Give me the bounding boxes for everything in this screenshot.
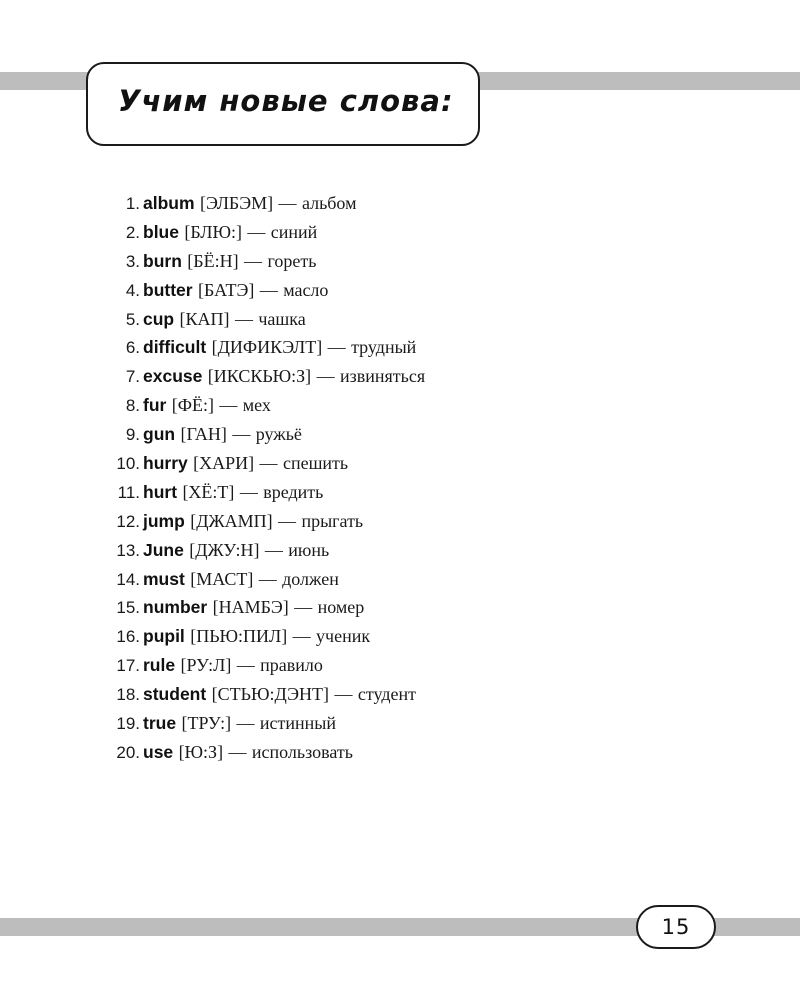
item-number: 15. [116, 598, 140, 618]
separator-dash: — [236, 713, 255, 734]
separator-dash: — [327, 337, 346, 358]
translation: июнь [288, 539, 330, 560]
page-number-badge: 15 [636, 905, 716, 949]
separator-dash: — [278, 510, 297, 531]
translation: прыгать [301, 510, 364, 531]
list-item [100, 680, 425, 709]
item-number: 13. [116, 540, 140, 560]
translation: альбом [301, 193, 357, 213]
english-word: rule [143, 655, 176, 676]
english-word: student [143, 684, 207, 705]
translation: студент [357, 684, 416, 705]
list-item [100, 218, 425, 247]
english-word: burn [143, 250, 182, 271]
translation: использовать [251, 741, 353, 762]
english-word: gun [143, 424, 176, 445]
english-word: jump [143, 510, 185, 531]
list-item [100, 420, 425, 449]
separator-dash: — [247, 221, 266, 242]
english-word: album [143, 193, 195, 213]
separator-dash: — [264, 539, 283, 560]
translation: спешить [282, 453, 349, 474]
translation: правило [260, 655, 323, 676]
english-word: difficult [143, 337, 207, 358]
english-word: hurry [143, 453, 188, 474]
pronunciation: [ФЁ:] [171, 395, 214, 416]
list-item [100, 276, 425, 305]
item-number: 19. [116, 714, 140, 734]
pronunciation: [ПЬЮ:ПИЛ] [190, 626, 288, 647]
pronunciation: [ИКСКЬЮ:З] [207, 366, 312, 387]
english-word: pupil [143, 626, 185, 647]
list-item [100, 622, 425, 651]
list-item [100, 593, 425, 622]
list-item [100, 247, 425, 276]
separator-dash: — [259, 279, 278, 300]
pronunciation: [ГАН] [180, 424, 227, 445]
translation: истинный [259, 713, 337, 734]
separator-dash: — [228, 741, 247, 762]
separator-dash: — [219, 395, 238, 416]
english-word: cup [143, 308, 175, 329]
list-item [100, 507, 425, 536]
pronunciation: [ЭЛБЭМ] [199, 193, 274, 213]
vocabulary-list [100, 189, 425, 767]
item-number: 12. [116, 511, 140, 531]
separator-dash: — [234, 308, 253, 329]
translation: должен [282, 568, 339, 589]
item-number: 3. [125, 251, 140, 271]
translation: синий [270, 221, 318, 242]
pronunciation: [ДЖУ:Н] [189, 539, 260, 560]
list-item [100, 305, 425, 334]
separator-dash: — [239, 481, 258, 502]
item-number: 10. [116, 454, 140, 474]
translation: ружьё [255, 424, 302, 445]
list-item [100, 536, 425, 565]
page-title: Учим новые слова: [118, 84, 454, 118]
translation: номер [317, 597, 365, 618]
separator-dash: — [236, 655, 255, 676]
list-item [100, 565, 425, 594]
list-item [100, 449, 425, 478]
list-item [100, 391, 425, 420]
translation: мех [242, 395, 271, 416]
item-number: 11. [117, 482, 140, 502]
item-number: 4. [125, 280, 140, 300]
translation: ученик [316, 626, 371, 647]
item-number: 18. [116, 685, 140, 705]
english-word: excuse [143, 366, 203, 387]
english-word: hurt [143, 481, 178, 502]
translation: чашка [258, 308, 306, 329]
item-number: 7. [125, 367, 140, 387]
pronunciation: [Ю:З] [178, 741, 224, 762]
separator-dash: — [258, 568, 277, 589]
english-word: butter [143, 279, 193, 300]
english-word: blue [143, 221, 179, 242]
item-number: 6. [125, 338, 140, 358]
pronunciation: [МАСТ] [190, 568, 254, 589]
translation: трудный [351, 337, 417, 358]
list-item [100, 651, 425, 680]
separator-dash: — [278, 193, 297, 213]
pronunciation: [СТЬЮ:ДЭНТ] [211, 684, 330, 705]
item-number: 1. [125, 194, 140, 213]
separator-dash: — [294, 597, 313, 618]
pronunciation: [БАТЭ] [197, 279, 255, 300]
item-number: 9. [125, 425, 140, 445]
pronunciation: [ТРУ:] [181, 713, 232, 734]
separator-dash: — [232, 424, 251, 445]
pronunciation: [ДИФИКЭЛТ] [211, 337, 323, 358]
translation: вредить [263, 481, 324, 502]
separator-dash: — [292, 626, 311, 647]
pronunciation: [БЁ:Н] [187, 250, 239, 271]
pronunciation: [БЛЮ:] [184, 221, 242, 242]
item-number: 2. [125, 222, 140, 242]
separator-dash: — [334, 684, 353, 705]
pronunciation: [КАП] [179, 308, 230, 329]
separator-dash: — [316, 366, 335, 387]
item-number: 8. [125, 396, 140, 416]
english-word: number [143, 597, 208, 618]
english-word: true [143, 713, 177, 734]
item-number: 5. [125, 309, 140, 329]
list-item [100, 333, 425, 362]
english-word: June [143, 539, 184, 560]
separator-dash: — [244, 250, 263, 271]
list-item [100, 362, 425, 391]
item-number: 17. [116, 656, 140, 676]
english-word: fur [143, 395, 167, 416]
english-word: must [143, 568, 185, 589]
list-item [100, 478, 425, 507]
translation: масло [283, 279, 329, 300]
item-number: 14. [116, 569, 140, 589]
item-number: 20. [116, 742, 140, 762]
list-item [100, 738, 425, 767]
translation: гореть [267, 250, 317, 271]
list-item [100, 709, 425, 738]
pronunciation: [ДЖАМП] [190, 510, 273, 531]
pronunciation: [ХАРИ] [193, 453, 255, 474]
pronunciation: [РУ:Л] [180, 655, 232, 676]
pronunciation: [НАМБЭ] [212, 597, 289, 618]
translation: извиняться [340, 366, 426, 387]
pronunciation: [ХЁ:Т] [182, 481, 235, 502]
item-number: 16. [116, 627, 140, 647]
english-word: use [143, 741, 174, 762]
list-item [100, 189, 425, 218]
separator-dash: — [259, 453, 278, 474]
